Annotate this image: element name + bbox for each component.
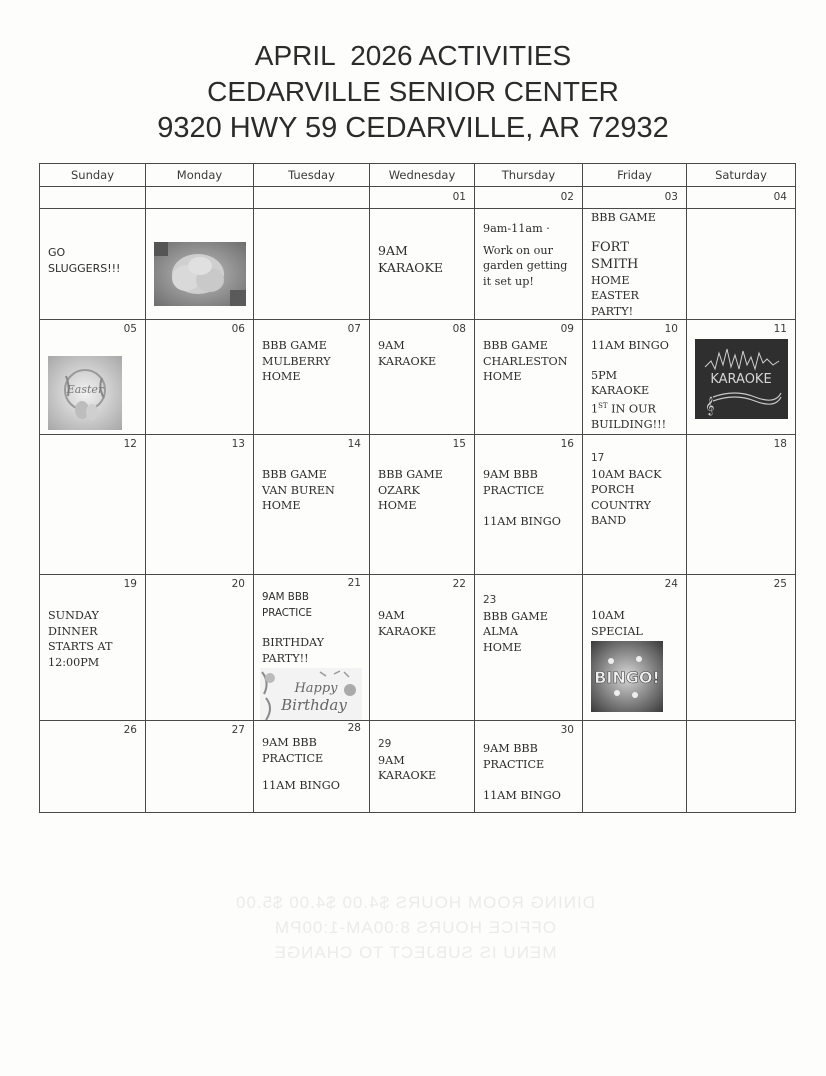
day-cell [370,575,475,721]
date-cell [687,187,796,209]
event-line: 11AM BINGO [483,515,561,528]
day-cell [583,575,687,721]
flower-photo-icon [154,242,246,306]
day-cell [687,209,796,320]
day-cell [254,435,370,575]
event-line: DINNER [48,624,98,638]
event-line: 9AM BBB [483,742,538,755]
day-number: 07 [347,323,361,335]
svg-text:Easter: Easter [66,383,104,396]
event-line: BUILDING!!! [591,417,667,431]
event-line: 9AM KARAOKE [378,753,437,782]
event-line: COUNTRY [591,498,651,512]
event-line: 11AM BINGO [483,789,561,802]
event-line: 10AM BACK [591,467,662,481]
day-number: 22 [452,578,466,590]
day-number: 20 [231,578,245,590]
event-line: HOME [262,370,301,383]
day-number: 11 [773,323,787,335]
day-cell [583,435,687,575]
day-cell [254,721,370,813]
event-line: HOME [483,370,522,383]
day-number: 02 [560,191,574,203]
event-line: 5PM KARAOKE [591,368,650,397]
event-line: 12:00PM [48,655,100,669]
weekday-saturday: Saturday [687,164,796,187]
ordinal-rest: IN OUR [607,402,656,416]
day-number: 23 [483,594,497,606]
day-cell [475,209,583,320]
day-number: 13 [231,438,245,450]
date-cell [40,187,146,209]
day-cell [687,575,796,721]
karaoke-image-icon [695,339,788,419]
event-text: Work on our garden getting it set up! [483,243,568,288]
event-line: 9AM BBB [483,468,538,481]
title-center-name: CEDARVILLE SENIOR CENTER [207,76,619,107]
day-cell [146,435,254,575]
day-number: 17 [591,452,605,464]
weekday-thursday: Thursday [475,164,583,187]
event-line: HOME [378,499,417,512]
event-line: BBB GAME [378,468,443,481]
event-line: PRACTICE [262,751,324,765]
day-cell [370,320,475,435]
bleed-line: DINING ROOM HOURS $4.00 $4.00 $5.00 [234,893,596,912]
day-cell [687,435,796,575]
day-number: 18 [773,438,787,450]
day-number: 08 [452,323,466,335]
week5-row [40,721,796,813]
weekday-tuesday: Tuesday [254,164,370,187]
date-cell [254,187,370,209]
event-line: STARTS AT [48,640,113,653]
bingo-image-icon [591,641,663,712]
week3-row [40,435,796,575]
event-line: BBB GAME [262,339,327,352]
day-cell [687,320,796,435]
date-cell [370,187,475,209]
event-time: 9am-11am · [483,222,550,235]
day-cell [475,575,583,721]
activity-calendar [39,163,796,813]
event-line: BBB GAME [483,609,548,623]
day-cell [146,575,254,721]
title-address: 9320 HWY 59 CEDARVILLE, AR 72932 [157,112,669,144]
day-number: 06 [231,323,245,335]
happy-birthday-image-icon [260,668,362,720]
weekday-friday: Friday [583,164,687,187]
day-number: 28 [347,722,361,734]
event-line: 9AM KARAOKE [378,339,437,368]
easter-image-icon [48,356,122,430]
event-line: 11AM BINGO [591,339,669,352]
bleed-line: OFFICE HOURS 8:00AM-1:00PM [274,918,557,937]
event-line [583,399,686,417]
day-cell [40,209,146,320]
day-cell [254,575,370,721]
week1-date-row [40,187,796,209]
event-line: BBB GAME [262,468,327,481]
reverse-side-bleed-through [185,890,645,965]
day-cell [583,209,687,320]
event-line: MULBERRY [262,354,331,368]
event-line: ALMA [483,625,519,638]
weekday-sunday: Sunday [40,164,146,187]
day-number: 27 [231,724,245,736]
svg-text:𝄞: 𝄞 [705,398,715,415]
day-number: 04 [773,191,787,203]
day-cell [40,721,146,813]
event-text: 9AM KARAOKE [378,243,444,275]
day-number: 15 [452,438,466,450]
day-cell [254,320,370,435]
day-cell [687,721,796,813]
birthday-label: Birthday [281,696,347,714]
event-line: BIRTHDAY [262,636,325,649]
bleed-line: MENU IS SUBJECT TO CHANGE [273,943,557,962]
day-number: 01 [452,191,466,203]
day-cell [40,320,146,435]
weekday-header-row [40,164,796,187]
ordinal-number: 1 [591,402,599,416]
karaoke-label: KARAOKE [710,372,772,387]
weekday-monday: Monday [146,164,254,187]
day-number: 16 [560,438,574,450]
weekday-wednesday: Wednesday [370,164,475,187]
event-line: 9AM BBB PRACTICE [262,591,313,619]
event-text: GO SLUGGERS!!! [48,246,121,275]
event-line: 10AM SPECIAL [591,609,643,638]
day-number: 25 [773,578,787,590]
day-cell [370,209,475,320]
ordinal-suffix: ST [598,401,608,410]
day-cell [475,721,583,813]
day-number: 26 [123,724,137,736]
day-cell [254,209,370,320]
day-cell [40,435,146,575]
day-cell [370,721,475,813]
day-cell [146,209,254,320]
event-line: SUNDAY [48,609,99,622]
event-line: PRACTICE [483,757,545,771]
event-line: FORT SMITH [591,239,639,272]
day-cell [583,721,687,813]
day-number: 10 [664,323,678,335]
day-number: 19 [123,578,137,590]
week1-row [40,209,796,320]
day-cell [146,320,254,435]
bingo-label: BINGO! [594,668,660,687]
event-line: PRACTICE [483,483,545,497]
event-line: HOME [591,273,630,287]
event-line: HOME [483,640,522,654]
date-cell [475,187,583,209]
day-number: 30 [560,724,574,736]
day-cell [370,435,475,575]
event-line: 9AM BBB [262,736,317,749]
event-line: HOME [262,499,301,512]
day-cell [475,320,583,435]
event-line: PARTY! [591,304,634,318]
date-cell [583,187,687,209]
event-line: VAN BUREN [262,483,335,497]
day-number: 05 [123,323,137,335]
happy-label: Happy [294,681,338,696]
event-line: PORCH [591,483,635,496]
day-number: 03 [664,191,678,203]
day-cell [583,320,687,435]
event-line: EASTER [591,289,639,302]
event-line: PARTY!! [262,651,309,665]
date-cell [146,187,254,209]
day-number: 24 [664,578,678,590]
event-line: 11AM BINGO [262,779,340,792]
event-line: BBB GAME [483,339,548,352]
day-number: 14 [347,438,361,450]
title-month: APRIL 2026 ACTIVITIES [254,40,572,71]
event-line: BAND [591,514,627,527]
event-line: OZARK [378,483,420,497]
day-cell [146,721,254,813]
page-header [0,38,826,146]
day-number: 12 [123,438,137,450]
event-line: CHARLESTON [483,354,568,368]
week2-row [40,320,796,435]
day-number: 09 [560,323,574,335]
day-cell [475,435,583,575]
event-line: BBB GAME [591,211,656,224]
day-cell [40,575,146,721]
week4-row [40,575,796,721]
day-number: 29 [378,738,392,750]
day-number: 21 [347,577,361,589]
event-line: 9AM KARAOKE [378,609,437,638]
